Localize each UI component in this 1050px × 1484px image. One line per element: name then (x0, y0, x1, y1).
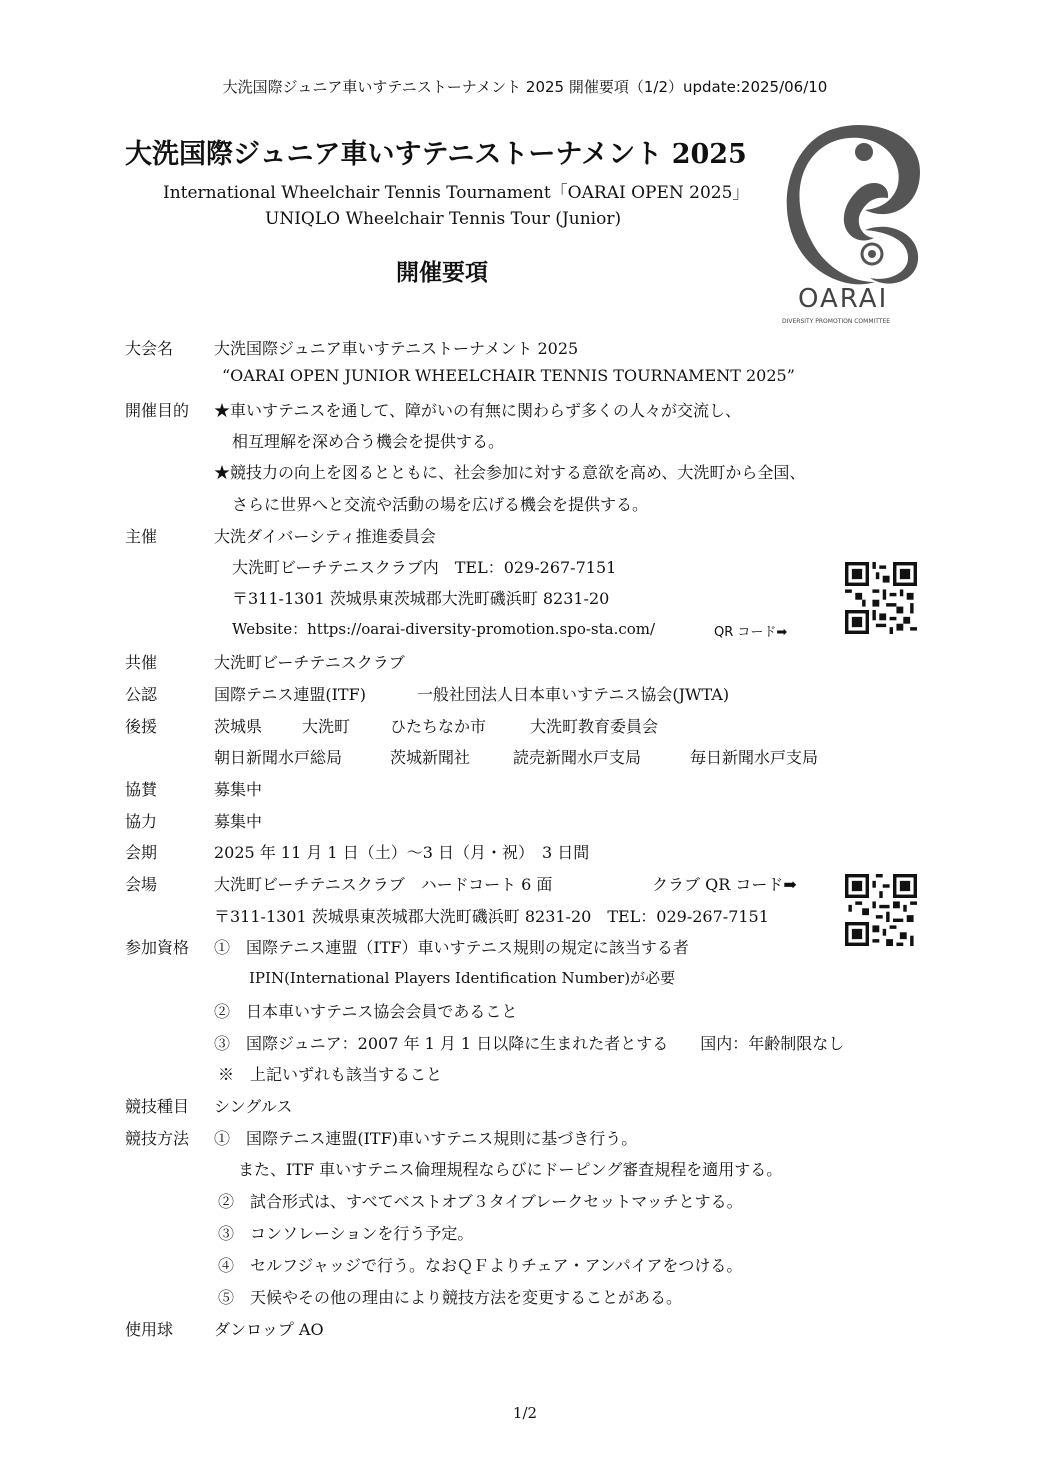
kaijo-line-2: 〒311-1301 茨城県東茨城郡大洗町磯浜町 8231-20 TEL：029-267-7151 (214, 907, 769, 926)
page-title: 大洗国際ジュニア車いすテニストーナメント 2025 (125, 139, 747, 170)
mokuteki-line-2: 相互理解を深め合う機会を提供する。 (232, 432, 505, 451)
ball-value: ダンロップ AO (214, 1320, 324, 1339)
club-qr-code[interactable] (845, 874, 917, 946)
hoho-line-6: ⑤ 天候やその他の理由により競技方法を変更することがある。 (218, 1288, 683, 1307)
shusai-website[interactable]: Website：https://oarai-diversity-promotion.spo-sta.com/ (232, 620, 656, 638)
label-hoho: 競技方法 (125, 1129, 190, 1148)
page-header: 大洗国際ジュニア車いすテニストーナメント 2025 開催要項（1/2）update:2025/06/10 (222, 78, 828, 96)
koen-item: ひたちなか市 (390, 717, 487, 736)
label-koen: 後援 (125, 717, 158, 736)
konin-item-1: 国際テニス連盟(ITF) (214, 685, 366, 704)
label-ball: 使用球 (125, 1320, 174, 1339)
mokuteki-line-1: ★車いすテニスを通して、障がいの有無に関わらず多くの人々が交流し、 (214, 401, 742, 420)
hoho-line-1: ① 国際テニス連盟(ITF)車いすテニス規則に基づき行う。 (214, 1129, 638, 1148)
koen-item: 毎日新聞水戸支局 (690, 748, 819, 767)
kaijo-line-1: 大洗町ビーチテニスクラブ ハードコート 6 面 (214, 875, 553, 894)
koen-item: 茨城県 (214, 717, 263, 736)
kyosan-value: 募集中 (214, 780, 263, 799)
hoho-line-2: また、ITF 車いすテニス倫理規程ならびにドーピング審査規程を適用する。 (238, 1160, 783, 1179)
label-shusai: 主催 (125, 527, 158, 546)
label-taikai: 大会名 (125, 339, 174, 358)
shikaku-line-1: ① 国際テニス連盟（ITF）車いすテニス規則の規定に該当する者 (214, 938, 689, 957)
oarai-logo (770, 112, 930, 327)
konin-item-2: 一般社団法人日本車いすテニス協会(JWTA) (417, 685, 730, 704)
subtitle-tour: UNIQLO Wheelchair Tennis Tour (Junior) (265, 209, 622, 229)
subtitle-english: International Wheelchair Tennis Tournament「OARAI OPEN 2025」 (163, 183, 750, 203)
label-kyoryoku: 協力 (125, 812, 158, 831)
hoho-line-5: ④ セルフジャッジで行う。なおＱＦよりチェア・アンパイアをつける。 (218, 1256, 743, 1275)
kyosai-value: 大洗町ビーチテニスクラブ (214, 653, 405, 672)
page-number: 1/2 (512, 1404, 538, 1422)
shikaku-line-2: IPIN(International Players Identification Number)が必要 (249, 969, 676, 987)
label-shumoku: 競技種目 (125, 1097, 190, 1116)
koen-item: 大洗町教育委員会 (530, 717, 659, 736)
shikaku-note: ※ 上記いずれも該当すること (218, 1065, 443, 1084)
mokuteki-line-4: さらに世界へと交流や活動の場を広げる機会を提供する。 (232, 495, 649, 514)
shusai-line-3: 〒311-1301 茨城県東茨城郡大洗町磯浜町 8231-20 (232, 589, 610, 608)
label-kyosan: 協賛 (125, 780, 158, 799)
website-qr-code[interactable] (845, 562, 917, 634)
mokuteki-line-3: ★競技力の向上を図るとともに、社会参加に対する意欲を高め、大洗町から全国、 (214, 463, 806, 482)
logo-tagline: DIVERSITY PROMOTION COMMITTEE (782, 318, 891, 325)
koen-item: 大洗町 (302, 717, 351, 736)
hoho-line-3: ② 試合形式は、すべてベストオブ３タイブレークセットマッチとする。 (218, 1192, 743, 1211)
club-qr-label: クラブ QR コード➡ (652, 875, 797, 894)
kaiki-value: 2025 年 11 月 1 日（土）～3 日（月・祝） 3 日間 (214, 843, 590, 862)
koen-item: 茨城新聞社 (390, 748, 471, 767)
logo-wordmark: OARAI (798, 284, 889, 314)
hoho-line-4: ③ コンソレーションを行う予定。 (218, 1224, 474, 1243)
koen-item: 朝日新聞水戸総局 (214, 748, 343, 767)
shusai-line-1: 大洗ダイバーシティ推進委員会 (214, 527, 436, 546)
label-shikaku: 参加資格 (125, 938, 190, 957)
website-qr-label: QR コード➡ (714, 625, 788, 640)
shikaku-line-4: ③ 国際ジュニア：2007 年 1 月 1 日以降に生まれた者とする 国内：年齢制限なし (214, 1034, 845, 1053)
label-kaiki: 会期 (125, 843, 158, 862)
shumoku-value: シングルス (214, 1097, 293, 1116)
label-konin: 公認 (125, 685, 158, 704)
taikai-line-1: 大洗国際ジュニア車いすテニストーナメント 2025 (214, 339, 579, 358)
koen-item: 読売新聞水戸支局 (513, 748, 642, 767)
label-kaijo: 会場 (125, 875, 158, 894)
taikai-line-2: “OARAI OPEN JUNIOR WHEELCHAIR TENNIS TOURNAMENT 2025” (222, 366, 795, 385)
label-mokuteki: 開催目的 (125, 401, 190, 420)
shikaku-line-3: ② 日本車いすテニス協会会員であること (214, 1002, 518, 1021)
shusai-line-2: 大洗町ビーチテニスクラブ内 TEL：029-267-7151 (232, 558, 617, 577)
kyoryoku-value: 募集中 (214, 812, 263, 831)
label-kyosai: 共催 (125, 653, 158, 672)
document-heading: 開催要項 (396, 259, 488, 286)
